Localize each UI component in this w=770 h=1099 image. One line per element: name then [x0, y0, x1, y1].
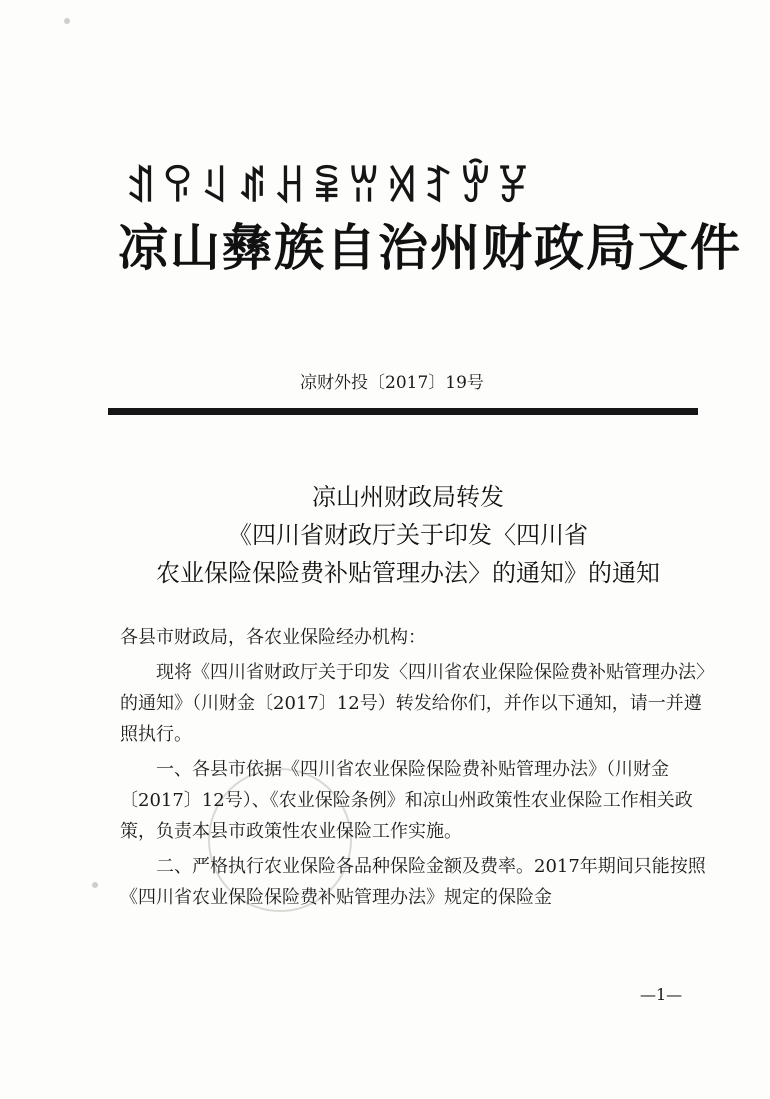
header-divider: [108, 408, 698, 415]
scan-mark: [64, 18, 70, 24]
salutation: 各县市财政局，各农业保险经办机构：: [120, 627, 426, 648]
scan-mark: [92, 882, 98, 888]
document-number: 凉财外投〔2017〕19号: [300, 373, 484, 393]
title-line-1: 凉山州财政局转发: [312, 483, 504, 511]
paragraph-3: 二、严格执行农业保险各品种保险金额及费率。2017年期间只能按照《四川省农业保险保险费补贴管理办法》规定的保险金: [120, 856, 706, 908]
paragraph-1: 现将《四川省财政厅关于印发〈四川省农业保险保险费补贴管理办法〉的通知》（川财金〔2017〕12号）转发给你们，并作以下通知，请一并遵照执行。: [120, 662, 705, 745]
document-issuer-title: 凉山彝族自治州财政局文件: [118, 218, 742, 277]
document-title: [108, 478, 708, 592]
title-line-3: 农业保险保险费补贴管理办法〉的通知》的通知: [156, 559, 660, 587]
document-body: [120, 622, 710, 917]
title-line-2: 《四川省财政厅关于印发〈四川省: [228, 521, 588, 549]
paragraph-2: 一、各县市依据《四川省农业保险保险费补贴管理办法》（川财金〔2017〕12号）、《农业保险条例》和凉山州政策性农业保险工作相关政策，负责本县市政策性农业保险工作实施。: [120, 759, 693, 842]
page-number: —1—: [640, 985, 683, 1004]
yi-script-header: ꀊꀬꆹꁮꃅꈜꀕꄉꆈꏭꐯ: [125, 165, 535, 211]
